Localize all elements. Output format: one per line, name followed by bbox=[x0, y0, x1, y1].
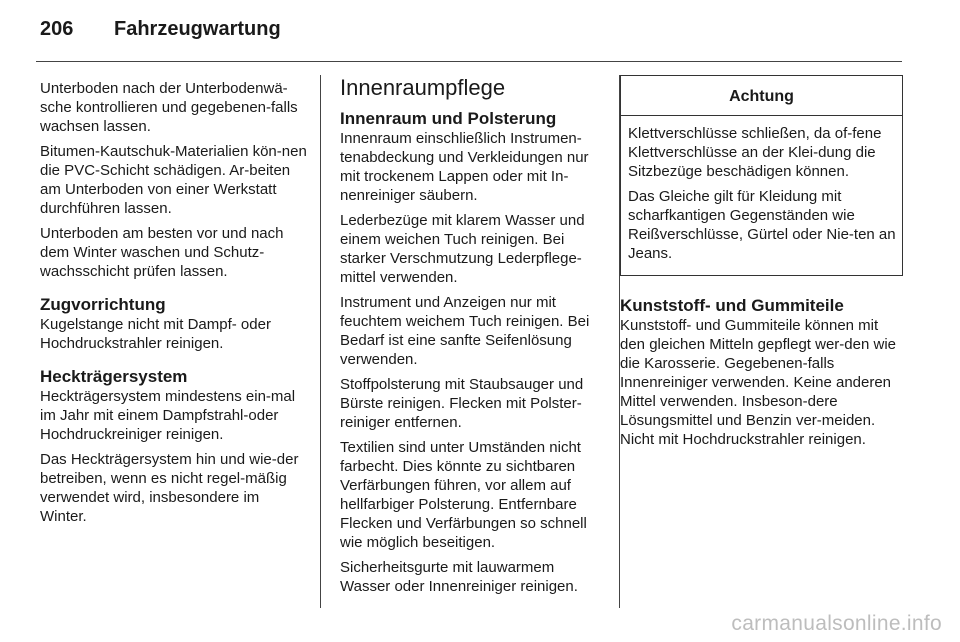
section-title: Fahrzeugwartung bbox=[114, 18, 281, 40]
paragraph: Textilien sind unter Umständen nicht farbecht. Dies könnte zu sichtbaren Verfärbungen führen, vor allem auf hellfarbiger Polsterung. Entfernbare Flecken und Verfärbungen so schnell wie möglich beseitigen. bbox=[340, 439, 587, 551]
warning-box bbox=[620, 75, 903, 276]
watermark: carmanualsonline.info bbox=[731, 612, 942, 635]
paragraph: Das Heckträgersystem hin und wie-der betreiben, wenn es nicht regel-mäßig verwendet wird, insbesondere im Winter. bbox=[40, 451, 299, 525]
column-divider-1 bbox=[320, 75, 321, 608]
chapter-title: Innenraumpflege bbox=[340, 75, 506, 100]
paragraph: Klettverschlüsse schließen, da of-fene Klettverschlüsse an der Klei-dung die Sitzbezüge beschädigen können. bbox=[628, 125, 882, 180]
column-right bbox=[620, 75, 903, 455]
paragraph: Unterboden am besten vor und nach dem Winter waschen und Schutz-wachsschicht prüfen lassen. bbox=[40, 225, 284, 280]
paragraph: Sicherheitsgurte mit lauwarmem Wasser oder Innenreiniger reinigen. bbox=[340, 559, 578, 595]
paragraph: Innenraum einschließlich Instrumen-tenabdeckung und Verkleidungen nur mit trockenem Lappen oder mit In-nenreiniger säubern. bbox=[340, 130, 589, 204]
paragraph: Kugelstange nicht mit Dampf- oder Hochdruckstrahler reinigen. bbox=[40, 316, 271, 352]
warning-body bbox=[621, 116, 902, 275]
paragraph: Das Gleiche gilt für Kleidung mit scharfkantigen Gegenständen wie Reißverschlüsse, Gürtel oder Nie-ten an Jeans. bbox=[628, 188, 896, 262]
paragraph: Instrument und Anzeigen nur mit feuchtem weichem Tuch reinigen. Bei Bedarf ist eine sanfte Seifenlösung verwenden. bbox=[340, 294, 590, 368]
paragraph: Lederbezüge mit klarem Wasser und einem weichen Tuch reinigen. Bei starker Verschmutzung Lederpflege-mittel verwenden. bbox=[340, 212, 585, 286]
page-header bbox=[40, 18, 281, 48]
paragraph: Bitumen-Kautschuk-Materialien kön-nen die PVC-Schicht schädigen. Ar-beiten am Unterboden von einer Werkstatt durchführen lassen. bbox=[40, 143, 307, 217]
warning-title: Achtung bbox=[621, 76, 902, 116]
paragraph: Kunststoff- und Gummiteile können mit den gleichen Mitteln gepflegt wer-den wie die Karosserie. Gegebenen-falls Innenreiniger verwenden. Keine anderen Mittel verwenden. Insbeson-dere Lösungsmittel und Benzin ver-meiden. Nicht mit Hochdruckstrahler reinigen. bbox=[620, 317, 896, 448]
heading-zugvorrichtung: Zugvorrichtung bbox=[40, 295, 166, 314]
header-divider bbox=[36, 61, 902, 62]
paragraph: Stoffpolsterung mit Staubsauger und Bürste reinigen. Flecken mit Polster-reiniger entfernen. bbox=[340, 376, 584, 431]
column-middle bbox=[340, 75, 602, 602]
paragraph: Unterboden nach der Unterbodenwä-sche kontrollieren und gegebenen-falls wachsen lassen. bbox=[40, 80, 298, 135]
heading-kunststoff: Kunststoff- und Gummiteile bbox=[620, 296, 844, 315]
column-left bbox=[40, 79, 308, 532]
page-number: 206 bbox=[40, 18, 74, 40]
paragraph: Heckträgersystem mindestens ein-mal im Jahr mit einem Dampfstrahl-oder Hochdruckreiniger reinigen. bbox=[40, 388, 296, 443]
heading-innenraum: Innenraum und Polsterung bbox=[340, 109, 557, 128]
heading-hecktraegersystem: Heckträgersystem bbox=[40, 367, 188, 386]
